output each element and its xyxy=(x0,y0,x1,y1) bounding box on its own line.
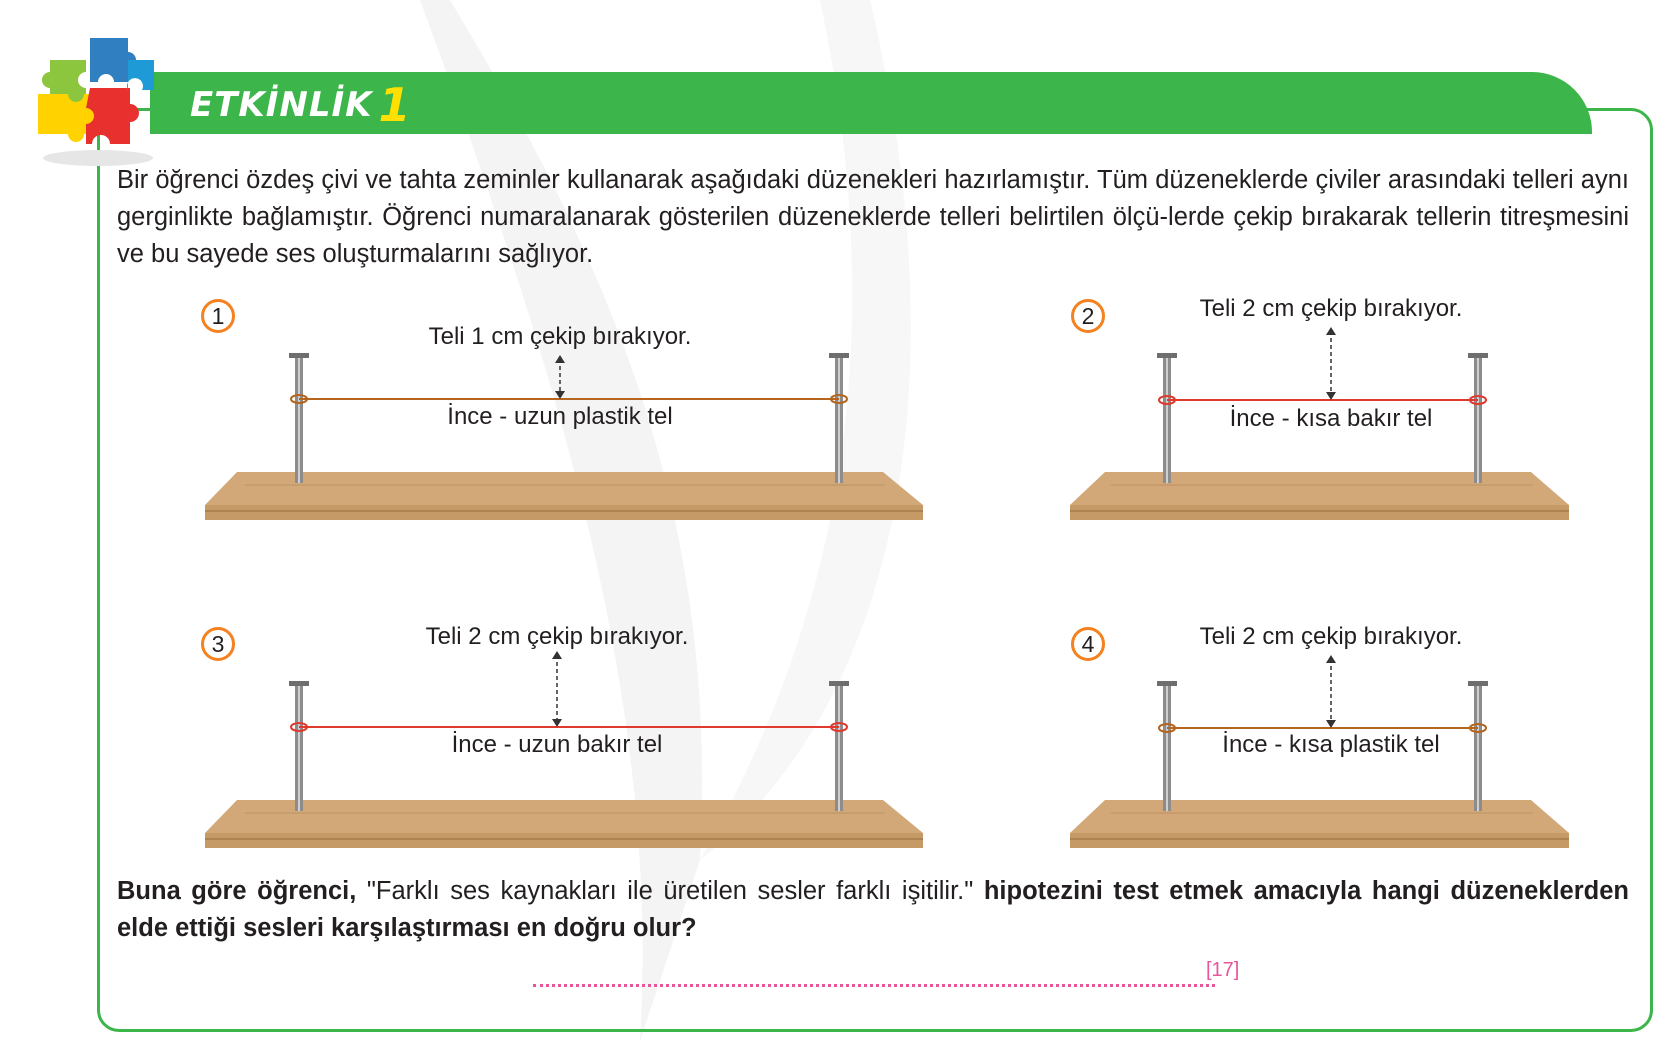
setup-2 xyxy=(1065,295,1585,530)
setup-2-wire-label: İnce - kısa bakır tel xyxy=(1229,405,1433,432)
setup-3 xyxy=(195,623,925,858)
question-paragraph xyxy=(117,873,1629,947)
setup-3-number: 3 xyxy=(201,627,235,661)
setup-2-pull-label: Teli 2 cm çekip bırakıyor. xyxy=(1199,295,1463,322)
puzzle-icon xyxy=(28,30,168,170)
setup-1-wire-label: İnce - uzun plastik tel xyxy=(447,403,673,430)
setup-4-number: 4 xyxy=(1071,627,1105,661)
question-tail: hipotezini test etmek amacıyla hangi düzeneklerden elde ettiği sesleri karşılaştırması en doğru olur? xyxy=(117,877,1629,942)
setup-1-pull-label: Teli 1 cm çekip bırakıyor. xyxy=(428,323,692,350)
setup-3-pull-label: Teli 2 cm çekip bırakıyor. xyxy=(425,623,689,650)
page-reference: [17] xyxy=(1206,959,1240,981)
question-lead: Buna göre öğrenci, xyxy=(117,877,357,905)
setup-4 xyxy=(1065,623,1585,858)
setup-4-wire-label: İnce - kısa plastik tel xyxy=(1222,731,1440,758)
setup-3-wire-label: İnce - uzun bakır tel xyxy=(451,731,663,758)
question-hypothesis: "Farklı ses kaynakları ile üretilen sesler farklı işitilir." xyxy=(356,877,984,905)
answer-line[interactable] xyxy=(533,984,1215,987)
activity-title xyxy=(190,80,411,130)
setup-1-number: 1 xyxy=(201,299,235,333)
setup-1 xyxy=(195,295,925,530)
setup-4-pull-label: Teli 2 cm çekip bırakıyor. xyxy=(1199,623,1463,650)
activity-title-text: ETKİNLİK xyxy=(190,85,373,125)
setup-2-number: 2 xyxy=(1071,299,1105,333)
intro-paragraph: Bir öğrenci özdeş çivi ve tahta zeminler kullanarak aşağıdaki düzenekleri hazırlamıştır. Tüm düzeneklerde çiviler arasındaki telleri aynı gerginlikte bağlamıştır. Öğrenci numaralanarak gösterilen düzeneklerde telleri belirtilen ölçü-lerde çekip bırakarak tellerin titreşmesini ve bu sayede ses oluşturmalarını sağlıyor. xyxy=(117,166,1629,268)
activity-number: 1 xyxy=(378,78,411,132)
